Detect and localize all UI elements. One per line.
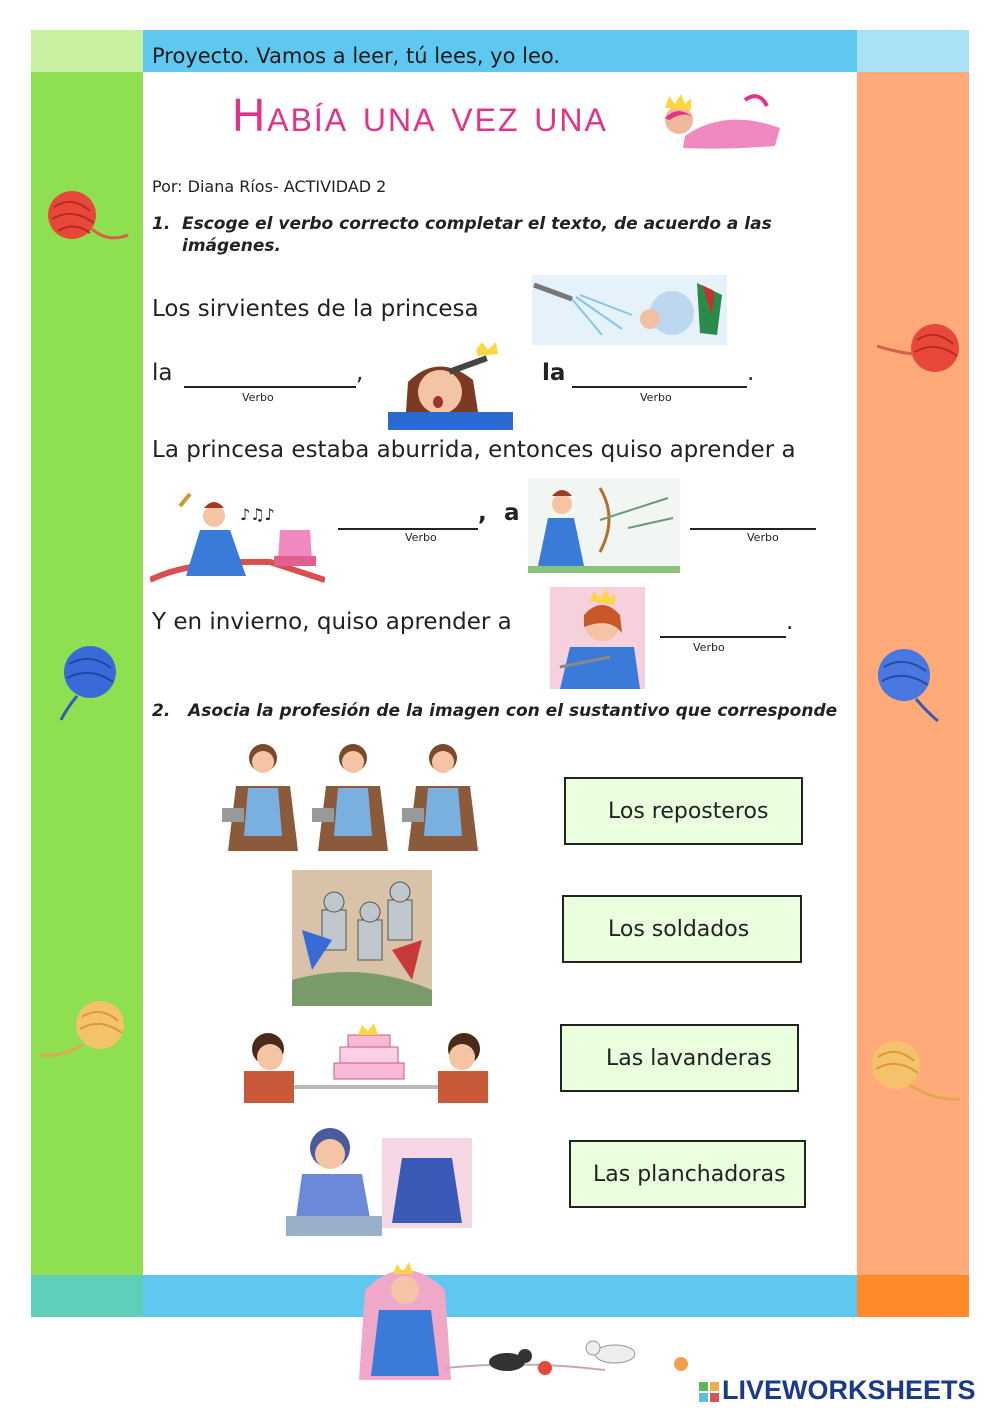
comma-1: ,: [356, 360, 364, 386]
dancing-princess-image: [150, 490, 325, 585]
verbo-label-3: Verbo: [405, 531, 437, 544]
sentence-la-1: la: [152, 360, 173, 386]
answer-label-soldados: Los soldados: [608, 916, 750, 942]
sentence-bored-princess: La princesa estaba aburrida, entonces quiso aprender a: [152, 437, 796, 463]
verb-blank-1[interactable]: [184, 364, 356, 388]
sentence-winter: Y en invierno, quiso aprender a: [152, 609, 512, 635]
question-2-text: Asocia la profesión de la imagen con el sustantivo que corresponde: [188, 701, 838, 721]
answer-box-lavanderas[interactable]: [560, 1024, 799, 1092]
svg-text:♪♫♪: ♪♫♪: [240, 505, 275, 524]
frame-bottom-left: [31, 1275, 143, 1317]
verbo-label-1: Verbo: [242, 391, 274, 404]
yarn-ball-yellow-icon-right: [870, 1035, 965, 1110]
yarn-ball-blue-icon: [55, 640, 125, 725]
knitting-princess-image: [550, 587, 645, 689]
yarn-ball-yellow-icon: [38, 995, 133, 1065]
sentence-servants: Los sirvientes de la princesa: [152, 296, 479, 322]
shower-hair-wash-image: [532, 275, 727, 345]
question-2-number: 2.: [152, 701, 171, 721]
yarn-ball-red-icon: [40, 185, 130, 255]
frame-top-right: [857, 30, 969, 72]
period-1: .: [747, 360, 755, 386]
question-1-line2: imágenes.: [182, 236, 281, 256]
princess-throne-cats-image: [345, 1250, 695, 1390]
verbo-label-5: Verbo: [693, 641, 725, 654]
bakers-cake-image: [238, 1023, 496, 1103]
worksheet-title: Había una vez una: [232, 89, 608, 141]
frame-top-left: [31, 30, 143, 72]
period-2: .: [786, 609, 794, 635]
archery-princess-image: [528, 478, 680, 573]
soldiers-image: [292, 870, 432, 1006]
princess-lying-icon: [655, 88, 785, 153]
verb-blank-4[interactable]: [690, 506, 816, 530]
answer-box-planchadoras[interactable]: [569, 1140, 806, 1208]
yarn-ball-red-icon-right: [875, 318, 965, 383]
hair-combing-image: [378, 342, 523, 430]
verbo-label-4: Verbo: [747, 531, 779, 544]
comma-2: ,: [478, 500, 487, 526]
ironing-women-image: [218, 736, 490, 858]
answer-label-reposteros: Los reposteros: [608, 798, 769, 824]
word-a: a: [504, 500, 520, 526]
verb-blank-3[interactable]: [338, 506, 478, 530]
verb-blank-5[interactable]: [660, 614, 786, 638]
verb-blank-2[interactable]: [572, 364, 747, 388]
question-2: [152, 701, 837, 721]
washerwoman-image: [282, 1118, 474, 1238]
logo-squares-icon: [698, 1381, 722, 1403]
answer-label-lavanderas: Las lavanderas: [606, 1045, 772, 1071]
answer-box-soldados[interactable]: [562, 895, 802, 963]
question-1-line1: Escoge el verbo correcto completar el texto, de acuerdo a las: [182, 214, 772, 234]
author-line: Por: Diana Ríos- ACTIVIDAD 2: [152, 177, 387, 196]
question-1-number: 1.: [152, 214, 171, 234]
liveworksheets-logo: [698, 1375, 976, 1406]
sentence-la-2: la: [542, 360, 566, 386]
logo-text: LIVEWORKSHEETS: [722, 1375, 976, 1405]
frame-bottom-right: [857, 1275, 969, 1317]
verbo-label-2: Verbo: [640, 391, 672, 404]
header-title: Proyecto. Vamos a leer, tú lees, yo leo.: [152, 44, 561, 68]
question-1: [152, 213, 772, 257]
answer-label-planchadoras: Las planchadoras: [593, 1161, 786, 1187]
yarn-ball-blue-icon-right: [872, 643, 947, 728]
answer-box-reposteros[interactable]: [564, 777, 803, 845]
